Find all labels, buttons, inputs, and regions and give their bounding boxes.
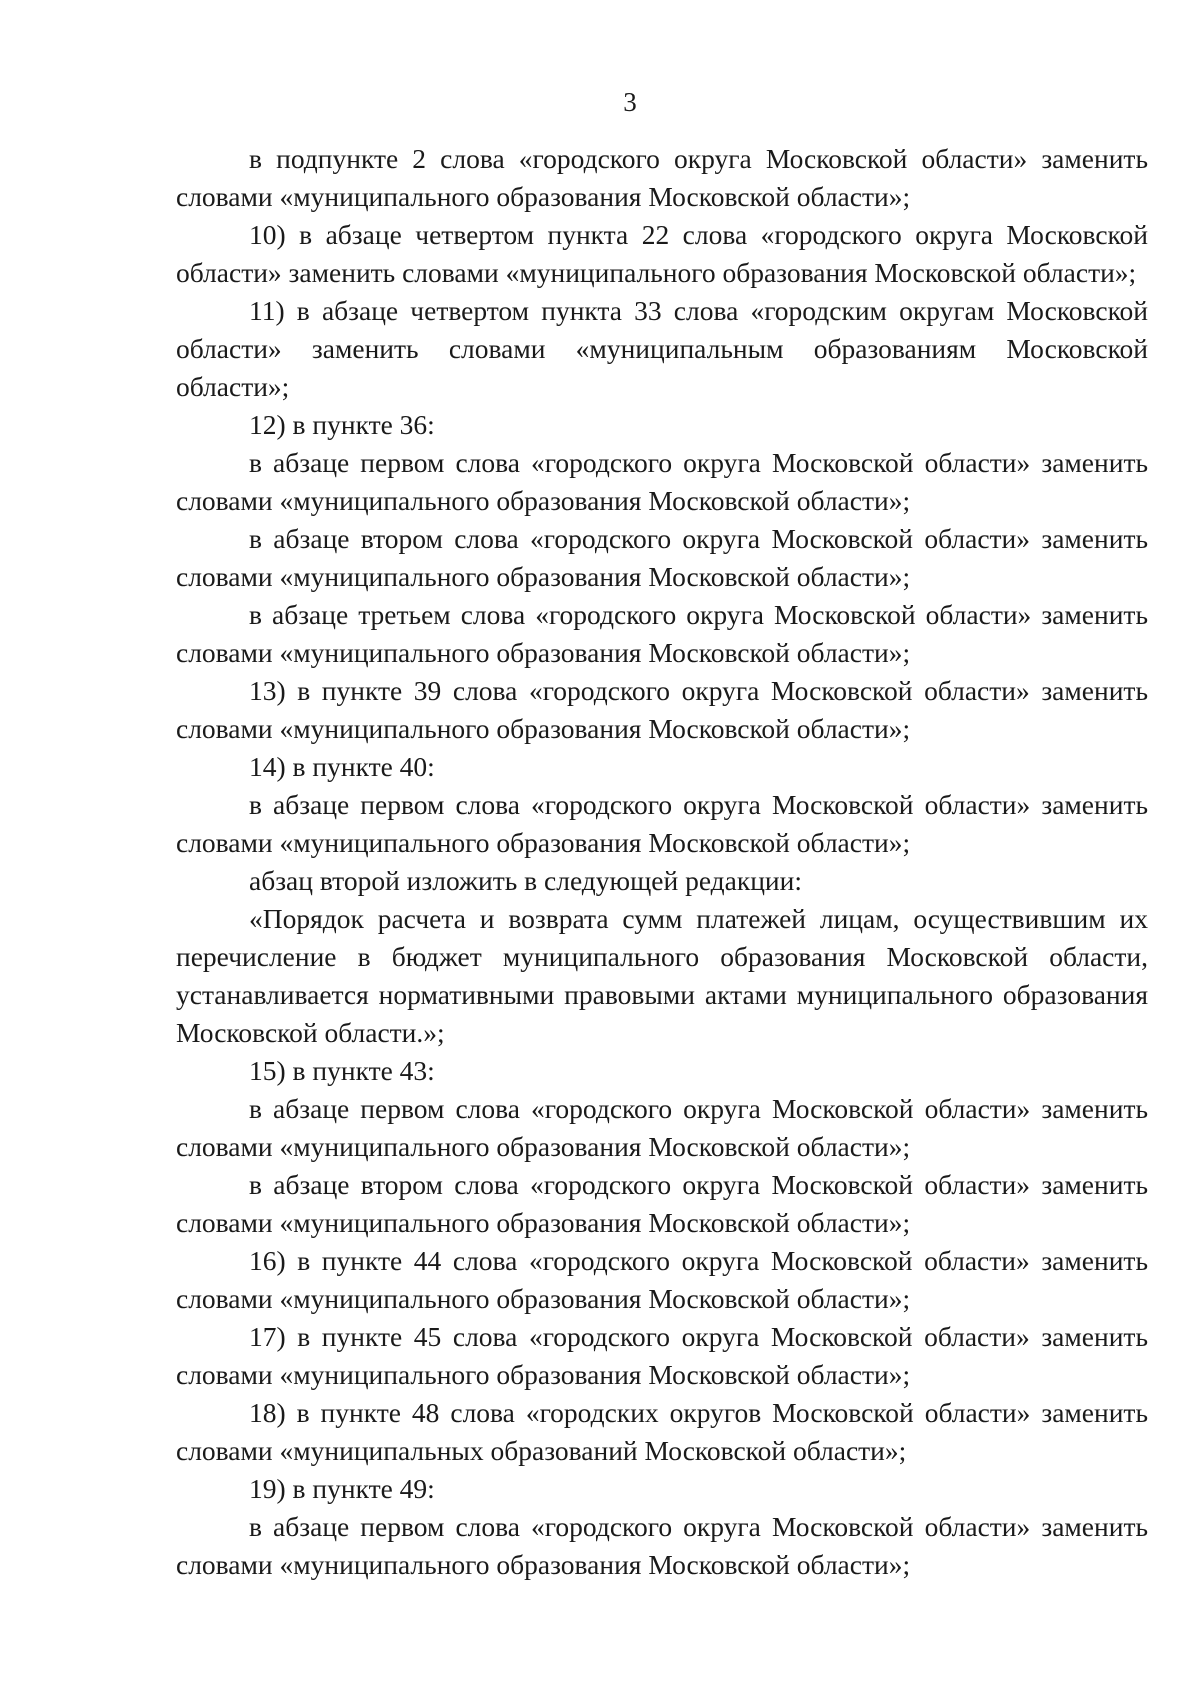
paragraph: 14) в пункте 40:: [249, 751, 435, 782]
paragraph: абзац второй изложить в следующей редакции:: [249, 865, 803, 896]
document-body: [176, 140, 1148, 1584]
paragraph: 10) в абзаце четвертом пункта 22 слова «городского округа Московской области» заменить словами «муниципального образования Московской области»;: [176, 219, 1148, 288]
page-number: 3: [623, 87, 637, 117]
paragraph: 11) в абзаце четвертом пункта 33 слова «городским округам Московской области» заменить словами «муниципальным образованиям Московской области»;: [176, 295, 1148, 402]
paragraph: в абзаце третьем слова «городского округа Московской области» заменить словами «муниципального образования Московской области»;: [176, 599, 1148, 668]
paragraph: 17) в пункте 45 слова «городского округа Московской области» заменить словами «муниципального образования Московской области»;: [176, 1321, 1148, 1390]
paragraph: в абзаце первом слова «городского округа Московской области» заменить словами «муниципального образования Московской области»;: [176, 789, 1148, 858]
paragraph: в подпункте 2 слова «городского округа Московской области» заменить словами «муниципального образования Московской области»;: [176, 143, 1148, 212]
paragraph: 15) в пункте 43:: [249, 1055, 435, 1086]
paragraph: 16) в пункте 44 слова «городского округа Московской области» заменить словами «муниципального образования Московской области»;: [176, 1245, 1148, 1314]
paragraph: в абзаце втором слова «городского округа Московской области» заменить словами «муниципального образования Московской области»;: [176, 1169, 1148, 1238]
paragraph: 18) в пункте 48 слова «городских округов Московской области» заменить словами «муниципальных образований Московской области»;: [176, 1397, 1148, 1466]
paragraph: 12) в пункте 36:: [249, 409, 435, 440]
paragraph: в абзаце первом слова «городского округа Московской области» заменить словами «муниципального образования Московской области»;: [176, 447, 1148, 516]
paragraph: 13) в пункте 39 слова «городского округа Московской области» заменить словами «муниципального образования Московской области»;: [176, 675, 1148, 744]
paragraph: 19) в пункте 49:: [249, 1473, 435, 1504]
paragraph: в абзаце первом слова «городского округа Московской области» заменить словами «муниципального образования Московской области»;: [176, 1093, 1148, 1162]
paragraph: «Порядок расчета и возврата сумм платежей лицам, осуществившим их перечисление в бюджет муниципального образования Московской области, устанавливается нормативными правовыми актами муниципального образования Московской области.»;: [176, 903, 1148, 1048]
paragraph: в абзаце первом слова «городского округа Московской области» заменить словами «муниципального образования Московской области»;: [176, 1511, 1148, 1580]
paragraph: в абзаце втором слова «городского округа Московской области» заменить словами «муниципального образования Московской области»;: [176, 523, 1148, 592]
